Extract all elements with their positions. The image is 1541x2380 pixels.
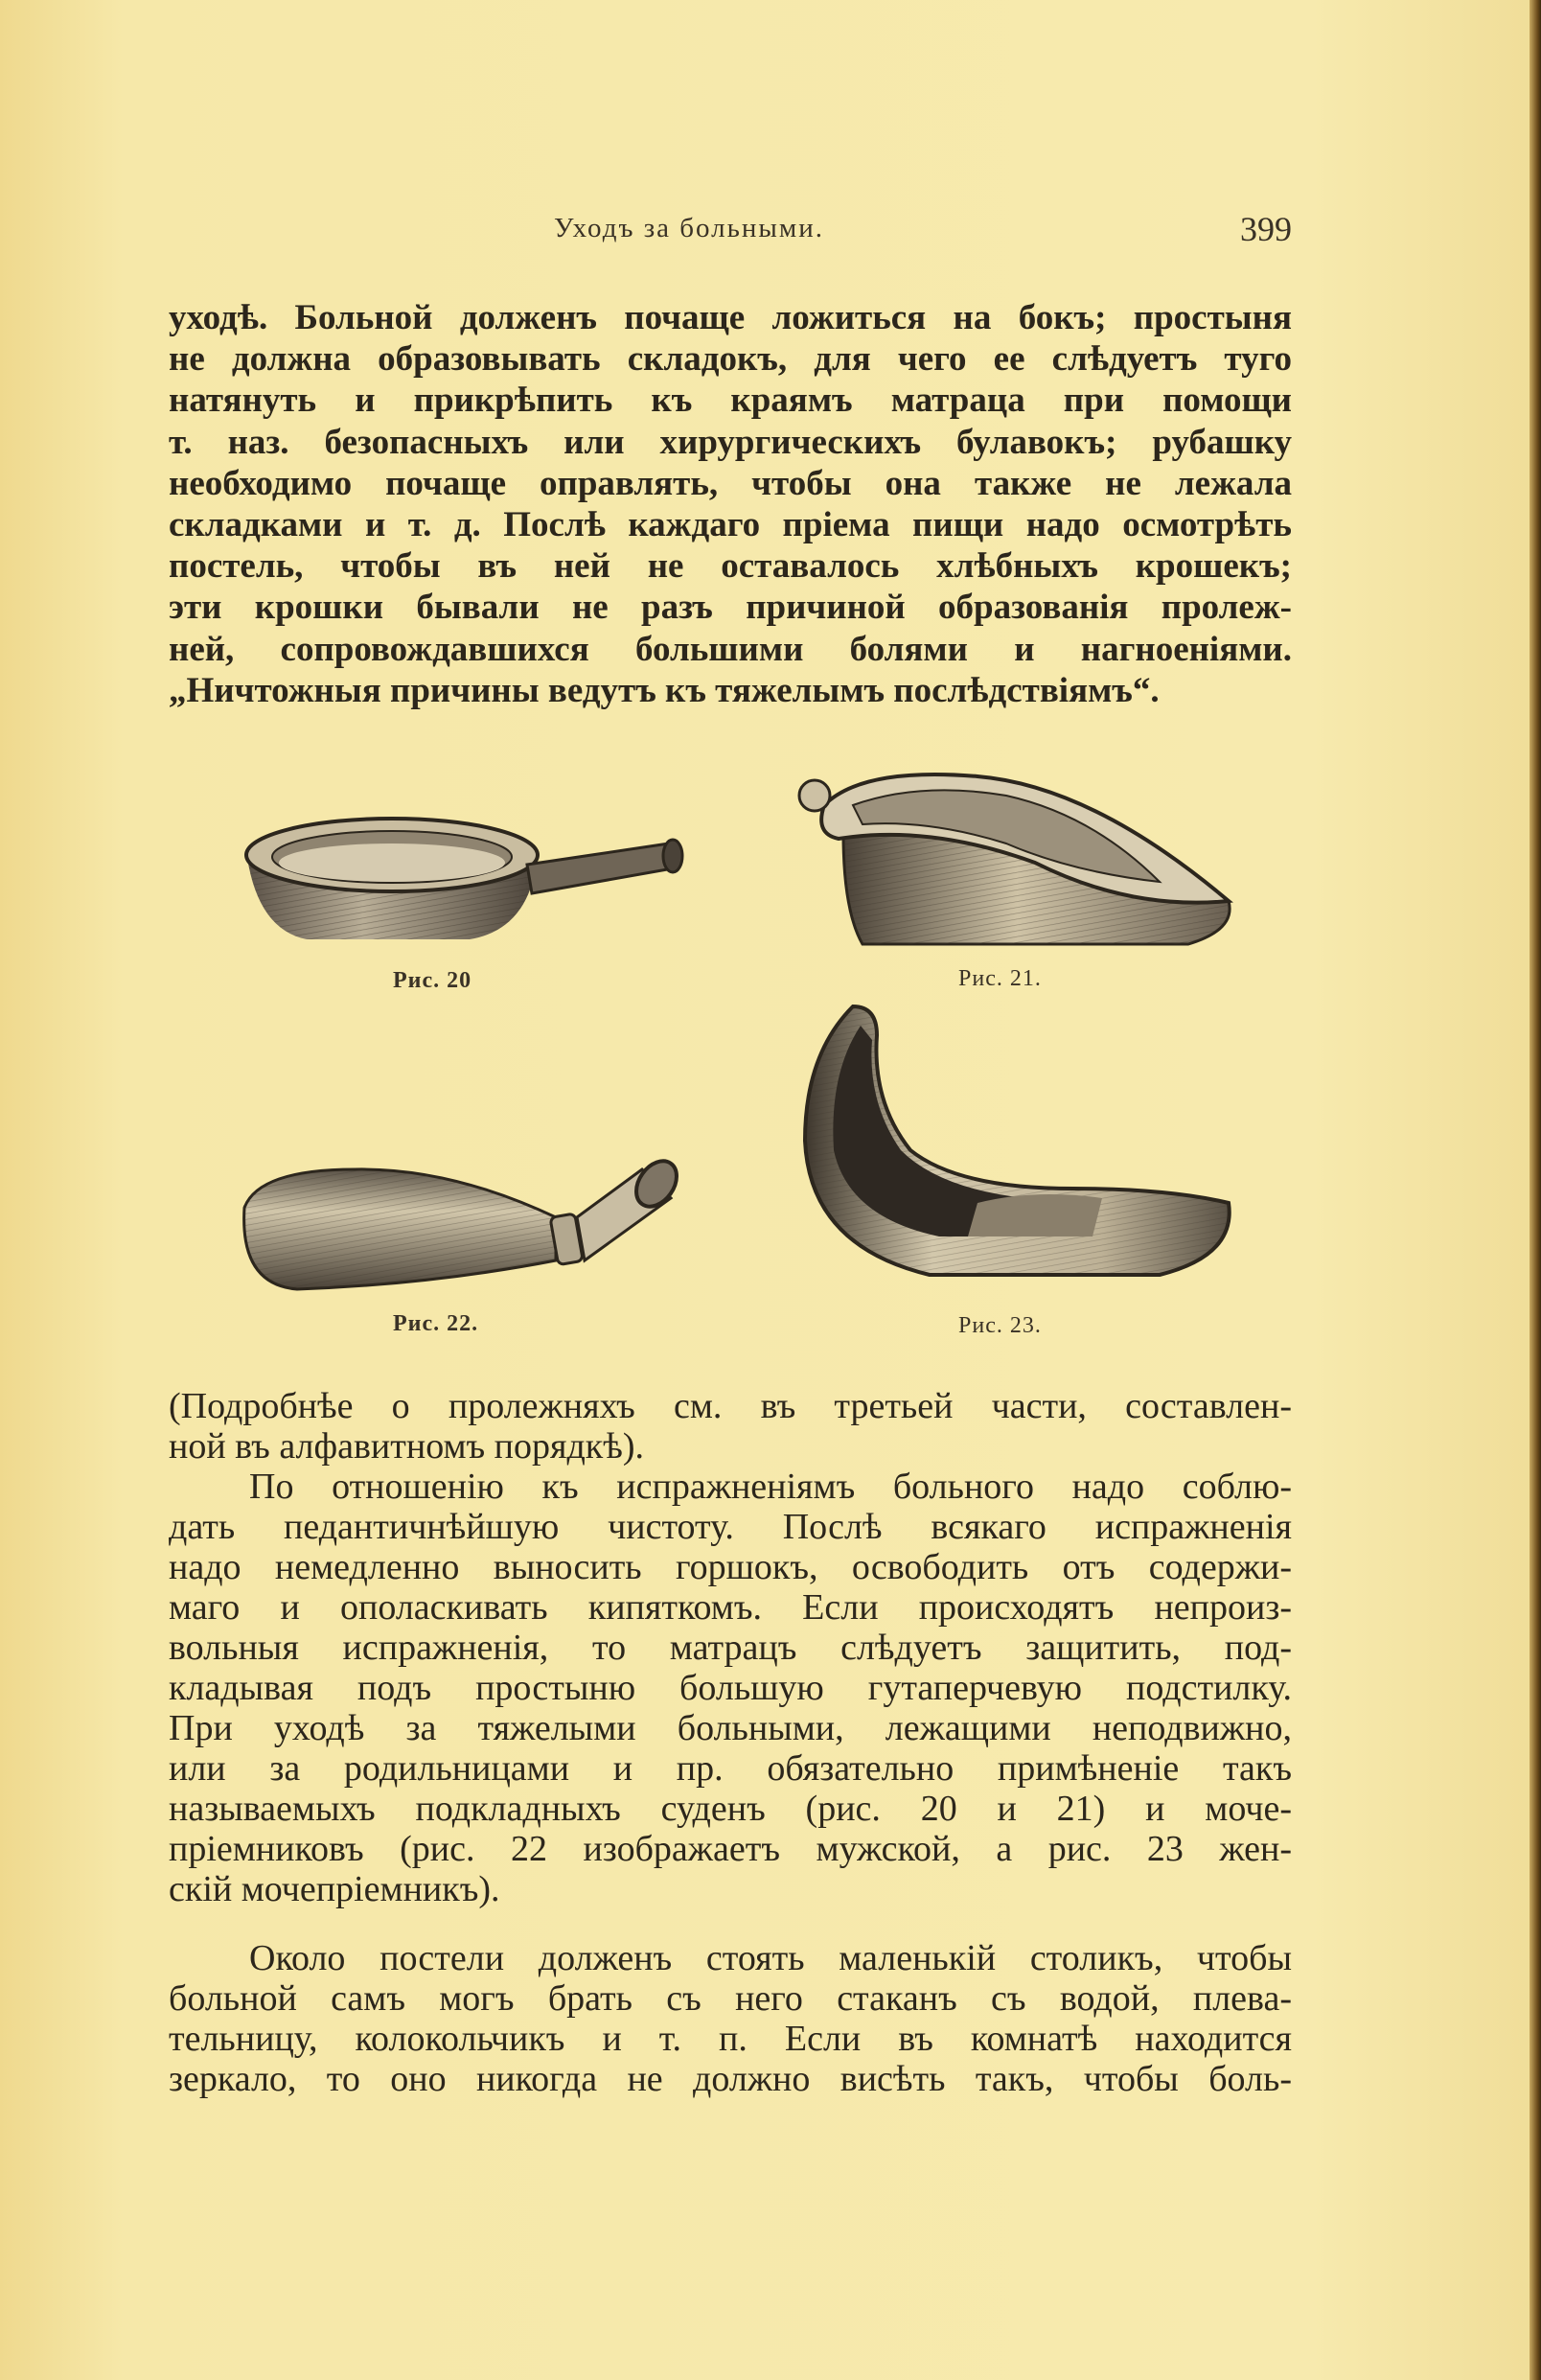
page-header — [171, 210, 1292, 261]
text-line: ней, сопровождавшихся большими болями и нагноеніями. — [169, 629, 1292, 669]
text-line: дать педантичнѣйшую чистоту. Послѣ всякаго испражненія — [169, 1507, 1292, 1547]
text-line: складками и т. д. Послѣ каждаго пріема пищи надо осмотрѣть — [169, 505, 1292, 545]
male-urinal-illustration — [240, 1150, 700, 1294]
page-number: 399 — [1240, 210, 1292, 248]
figure-23-caption: Рис. 23. — [958, 1313, 1042, 1338]
paragraph-bedsore-care — [169, 297, 1292, 711]
paragraph-excretion-hygiene — [169, 1467, 1292, 1909]
bedpan-with-handle-illustration — [240, 805, 700, 959]
female-urinal-illustration — [786, 997, 1246, 1284]
text-line: или за родильницами и пр. обязательно примѣненіе такъ — [169, 1748, 1292, 1789]
text-line: постель, чтобы въ ней не оставалось хлѣбныхъ крошекъ; — [169, 546, 1292, 587]
text-line: (Подробнѣе о пролежняхъ см. въ третьей части, составлен- — [169, 1386, 1292, 1426]
figure-20 — [240, 805, 700, 1006]
text-line: необходимо почаще оправлять, чтобы она также не лежала — [169, 463, 1292, 503]
text-line: По отношенію къ испражненіямъ больного надо соблю- — [249, 1467, 1292, 1507]
text-line: надо немедленно выносить горшокъ, освободить отъ содержи- — [169, 1547, 1292, 1587]
text-line: уходѣ. Больной долженъ почаще ложиться на бокъ; простыня — [169, 298, 1292, 337]
page-edge — [1530, 0, 1541, 2380]
text-line: „Ничтожныя причины ведутъ къ тяжелымъ послѣдствіямъ“. — [169, 670, 1160, 710]
text-line: При уходѣ за тяжелыми больными, лежащими неподвижно, — [169, 1708, 1292, 1748]
text-line: кладывая подъ простыню большую гутаперчевую подстилку. — [169, 1668, 1292, 1708]
slipper-bedpan-illustration — [786, 767, 1246, 949]
text-line: больной самъ могъ брать съ него стаканъ съ водой, плева- — [169, 1978, 1292, 2019]
text-line: ной въ алфавитномъ порядкѣ). — [169, 1426, 645, 1467]
paragraph-bedsore-reference — [169, 1386, 1292, 1467]
figure-21-caption: Рис. 21. — [958, 966, 1042, 991]
text-line: пріемниковъ (рис. 22 изображаетъ мужской, а рис. 23 жен- — [169, 1829, 1292, 1869]
text-line: эти крошки бывали не разъ причиной образованія пролеж- — [169, 588, 1292, 628]
text-line: зеркало, то оно никогда не должно висѣть такъ, чтобы боль- — [169, 2059, 1292, 2099]
running-title: Уходъ за больными. — [554, 213, 824, 243]
figure-23 — [786, 997, 1246, 1342]
text-line: маго и ополаскивать кипяткомъ. Если происходятъ непроиз- — [169, 1587, 1292, 1628]
figure-22-caption: Рис. 22. — [393, 1311, 479, 1336]
figure-20-caption: Рис. 20 — [393, 968, 472, 993]
figure-22 — [240, 1150, 700, 1342]
text-line: называемыхъ подкладныхъ суденъ (рис. 20 и 21) и моче- — [169, 1789, 1292, 1829]
paragraph-bedside-table — [169, 1938, 1292, 2099]
text-line: натянуть и прикрѣпить къ краямъ матраца при помощи — [169, 381, 1292, 421]
text-line: тельницу, колокольчикъ и т. п. Если въ комнатѣ находится — [169, 2019, 1292, 2059]
text-line: не должна образовывать складокъ, для чего ее слѣдуетъ туго — [169, 339, 1292, 380]
figure-21 — [786, 767, 1246, 1006]
text-line: т. наз. безопасныхъ или хирургическихъ булавокъ; рубашку — [169, 422, 1292, 462]
text-line: вольныя испражненія, то матрацъ слѣдуетъ защитить, под- — [169, 1628, 1292, 1668]
text-line: Около постели долженъ стоять маленькій столикъ, чтобы — [249, 1938, 1292, 1978]
text-line: скій мочепріемникъ). — [169, 1869, 500, 1909]
